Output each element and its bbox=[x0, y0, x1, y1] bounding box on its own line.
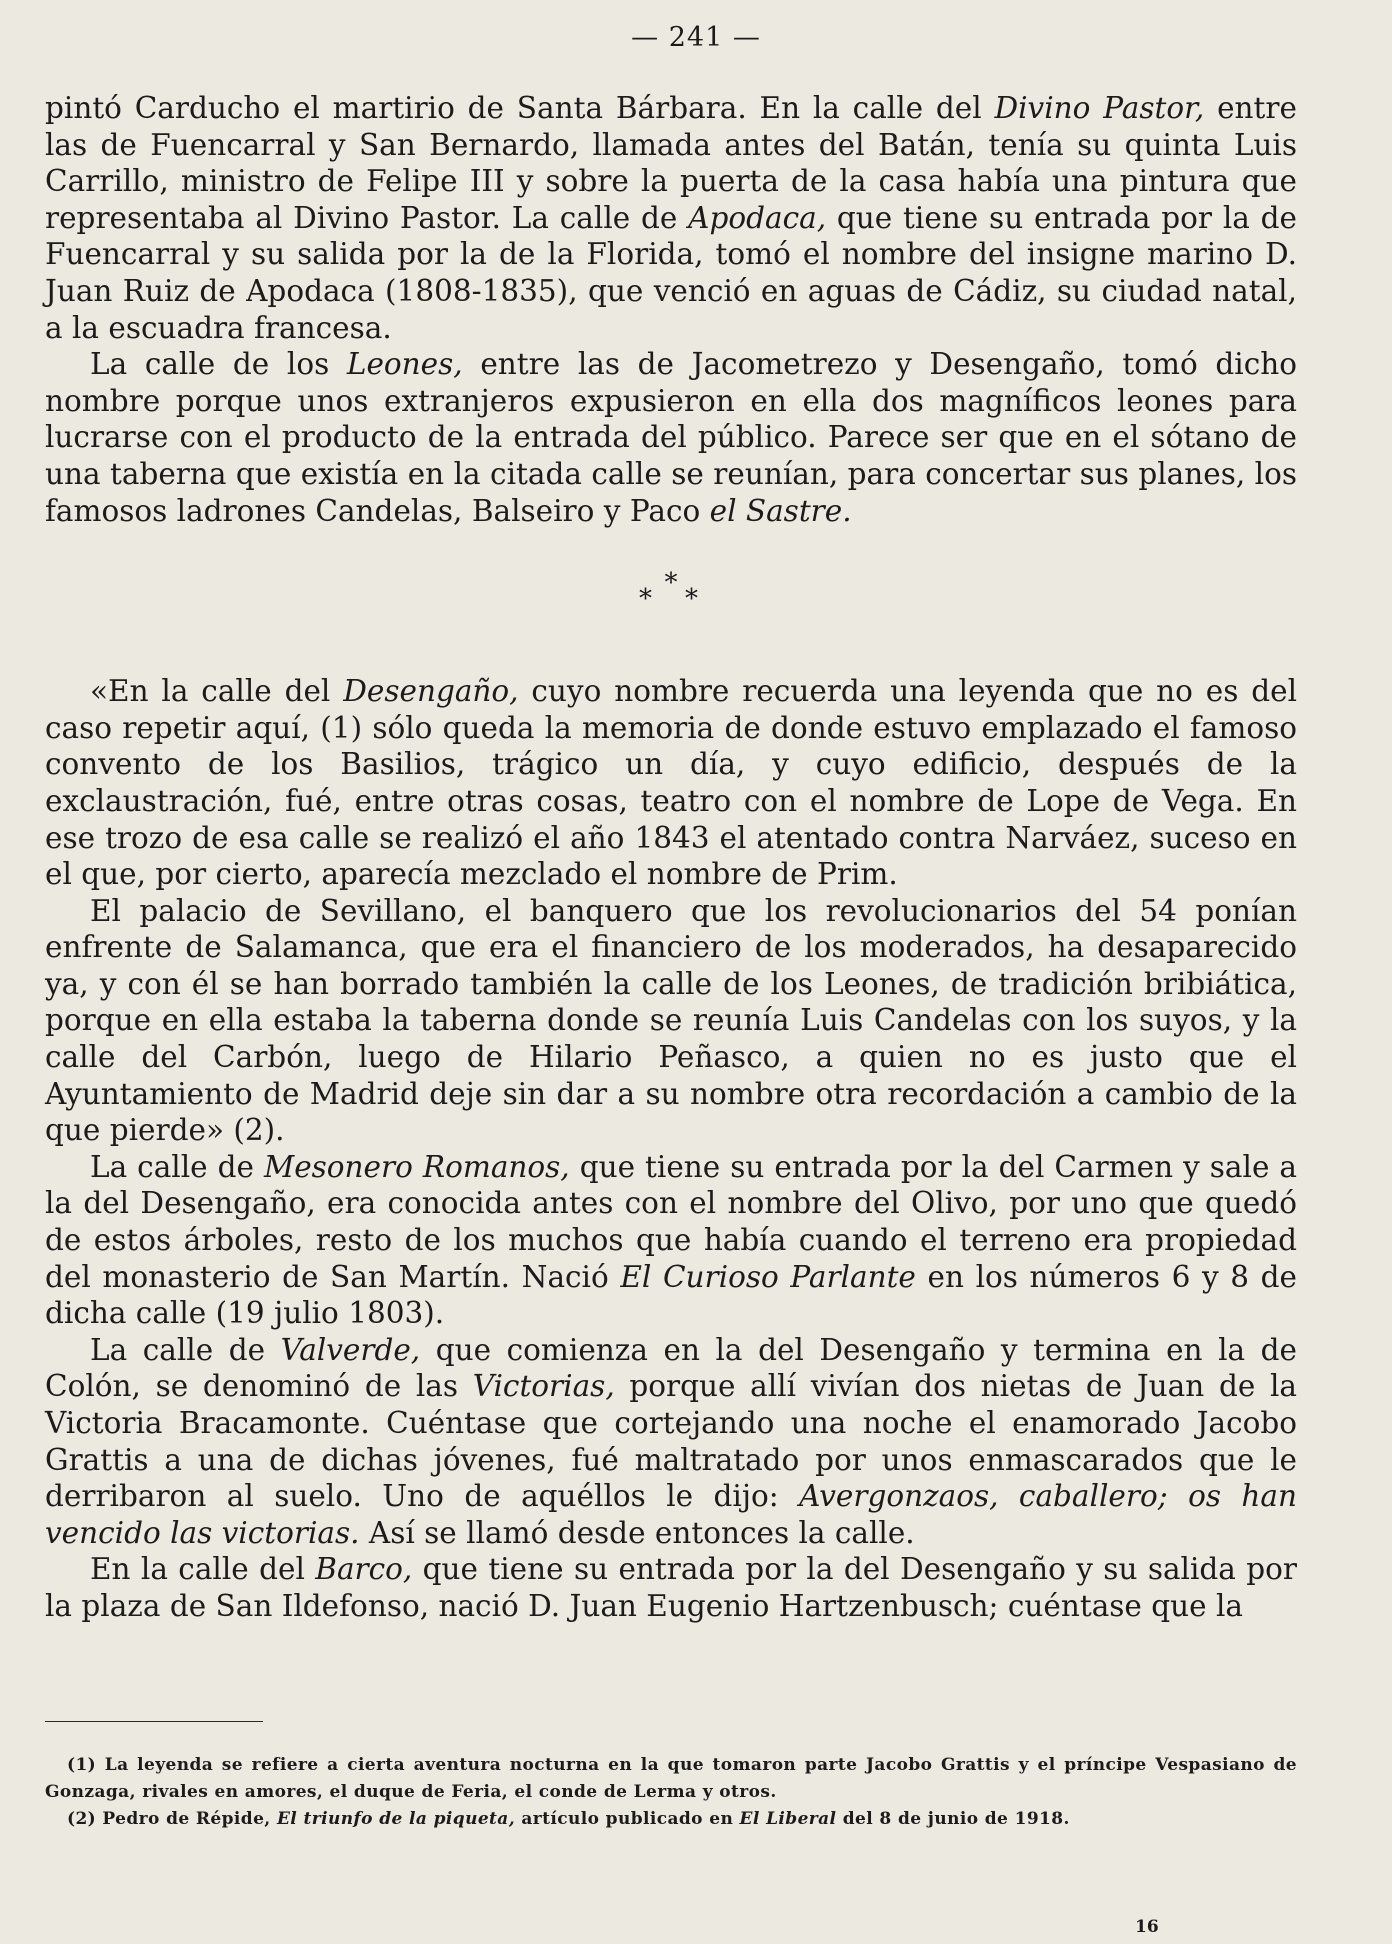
italic-run: Avergonzaos, caballero; os han vencido las victorias. bbox=[45, 1479, 1297, 1550]
italic-run: Desengaño, bbox=[343, 674, 519, 709]
paragraph: El palacio de Sevillano, el banquero que los revolucionarios del 54 ponían enfrente de Salamanca, que era el financiero de los moderados, ha desaparecido ya, y con él se han borrado también la calle de los Leones, de tradición bribiática, porque en ella estaba la taberna donde se reunía Luis Candelas con los suyos, y la calle del Carbón, luego de Hilario Peñasco, a quien no es justo que el Ayuntamiento de Madrid deje sin dar a su nombre otra recordación a cambio de la que pierde» (2). bbox=[45, 893, 1297, 1148]
italic-run: Apodaca, bbox=[688, 200, 827, 235]
italic-run: Valverde, bbox=[280, 1332, 421, 1367]
paragraph: La calle de los Leones, entre las de Jacometrezo y Desengaño, tomó dicho nombre porque unos extranjeros expusieron en ella dos magníficos leones para lucrarse con el producto de la entrada del público. Parece ser que en el sótano de una taberna que existía en la citada calle se reunían, para concertar sus planes, los famosos ladrones Candelas, Balseiro y Paco el Sastre. bbox=[45, 347, 1297, 528]
italic-run: El triunfo de la piqueta, bbox=[276, 1809, 516, 1829]
asterism-star: * bbox=[664, 568, 678, 599]
paragraph: La calle de Mesonero Romanos, que tiene su entrada por la del Carmen y sale a la del Desengaño, era conocida antes con el nombre del Olivo, por uno que quedó de estos árboles, resto de los muchos que había cuando el terreno era propiedad del monasterio de San Martín. Nació El Curioso Parlante en los números 6 y 8 de dicha calle (19 julio 1803). bbox=[45, 1149, 1298, 1331]
italic-run: El Curioso Parlante bbox=[620, 1259, 916, 1294]
paragraph: La calle de Valverde, que comienza en la del Desengaño y termina en la de Colón, se denominó de las Victorias, porque allí vivían dos nietas de Juan de la Victoria Bracamonte. Cuéntase que cortejando una noche el enamorado Jacobo Grattis a una de dichas jóvenes, fué maltratado por unos enmascarados que le derribaron al suelo. Uno de aquéllos le dijo: Avergonzaos, caballero; os han vencido las victorias. Así se llamó desde entonces la calle. bbox=[45, 1332, 1298, 1550]
paragraph: En la calle del Barco, que tiene su entrada por la del Desengaño y su salida por la plaza de San Ildefonso, nació D. Juan Eugenio Hartzenbusch; cuéntase que la bbox=[45, 1552, 1297, 1623]
body-text bbox=[45, 90, 1297, 1625]
italic-run: Mesonero Romanos, bbox=[263, 1149, 570, 1184]
italic-run: Victorias, bbox=[472, 1369, 615, 1404]
italic-run: Leones, bbox=[346, 347, 463, 382]
italic-run: El Liberal bbox=[739, 1809, 837, 1829]
footnotes bbox=[45, 1752, 1297, 1833]
asterism-star: * bbox=[685, 584, 698, 615]
section-break-asterism bbox=[45, 568, 1297, 615]
italic-run: el Sastre. bbox=[709, 493, 852, 528]
paragraph: «En la calle del Desengaño, cuyo nombre recuerda una leyenda que no es del caso repetir aquí, (1) sólo queda la memoria de donde estuvo emplazado el famoso convento de los Basilios, trágico un día, y cuyo edificio, después de la exclaustración, fué, entre otras cosas, teatro con el nombre de Lope de Vega. En ese trozo de esa calle se realizó el año 1843 el atentado contra Narváez, suceso en el que, por cierto, aparecía mezclado el nombre de Prim. bbox=[45, 674, 1298, 892]
italic-run: Barco, bbox=[315, 1552, 413, 1587]
signature-mark: 16 bbox=[1135, 1917, 1159, 1937]
asterism-star: * bbox=[639, 584, 652, 615]
footnote: (1) La leyenda se refiere a cierta aventura nocturna en la que tomaron parte Jacobo Grattis y el príncipe Vespasiano de Gonzaga, rivales en amores, el duque de Feria, el conde de Lerma y otros. bbox=[45, 1755, 1297, 1802]
footnote-rule bbox=[45, 1721, 263, 1722]
page-number: — 241 — bbox=[631, 22, 761, 53]
footnote: (2) Pedro de Répide, El triunfo de la piqueta, artículo publicado en El Liberal del 8 de junio de 1918. bbox=[67, 1809, 1070, 1829]
paragraph: pintó Carducho el martirio de Santa Bárbara. En la calle del Divino Pastor, entre las de Fuencarral y San Bernardo, llamada antes del Batán, tenía su quinta Luis Carrillo, ministro de Felipe III y sobre la puerta de la casa había una pintura que representaba al Divino Pastor. La calle de Apodaca, que tiene su entrada por la de Fuencarral y su salida por la de la Florida, tomó el nombre del insigne marino D. Juan Ruiz de Apodaca (1808-1835), que venció en aguas de Cádiz, su ciudad natal, a la escuadra francesa. bbox=[45, 91, 1297, 345]
italic-run: Divino Pastor, bbox=[994, 91, 1205, 125]
